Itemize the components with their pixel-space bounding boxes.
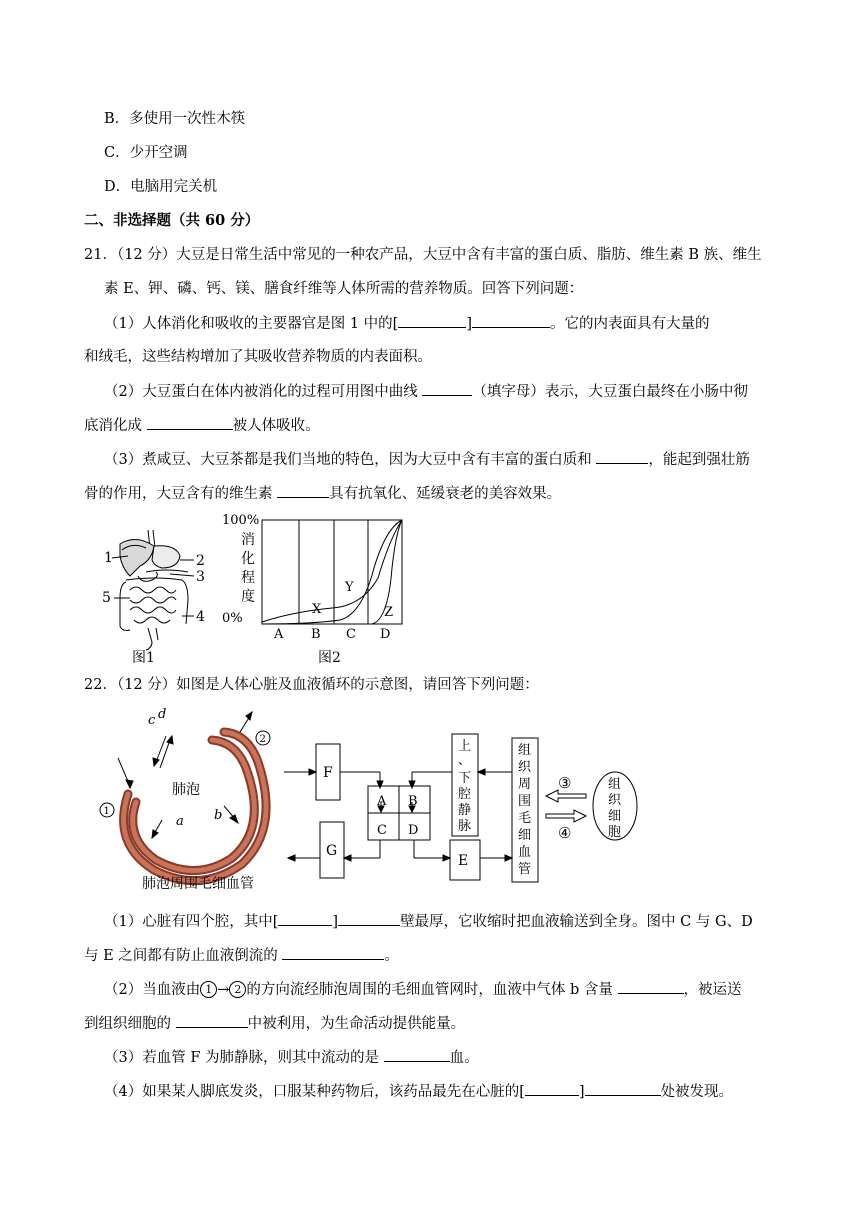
fig2-x-label-d: D [380, 627, 391, 642]
q21-p3-blank-vitamin[interactable] [277, 483, 329, 498]
fig3-caption: 肺泡周围毛细血管 [142, 876, 254, 892]
fig2-x-label-b: B [311, 627, 321, 642]
figure3-circulation-diagram [280, 718, 670, 888]
fig2-curve-x: X [312, 602, 322, 617]
fig2-caption: 图2 [318, 650, 341, 666]
vein-char-6: 脉 [458, 819, 472, 834]
q21-p1-blank-label[interactable] [398, 313, 466, 328]
box-c: C [377, 823, 387, 838]
fig3-alveolus-label: 肺泡 [172, 782, 200, 798]
q22-p2-arrow: → [217, 982, 230, 998]
section-title: 二、非选择题（共 60 分） [84, 212, 260, 229]
q22-p3-text-a: （3）若血管 F 为肺静脉，则其中流动的是 [104, 1050, 380, 1066]
fig3-letter-b: b [214, 808, 223, 823]
q22-part2-line2 [84, 1013, 465, 1034]
fig3-circle-1: 1 [103, 806, 110, 817]
q21-p3-text-d: 具有抗氧化、延缓衰老的美容效果。 [329, 486, 562, 502]
fig1-label-5: 5 [102, 590, 111, 606]
fig1-caption: 图1 [132, 650, 155, 665]
vein-char-3: 下 [458, 771, 472, 786]
vein-char-1: 上 [458, 739, 472, 754]
q21-p3-text-b: ，能起到强壮筋 [648, 452, 750, 468]
q22-part4 [104, 1081, 733, 1102]
q21-stem-line2: 素 E、钾、磷、钙、镁、膳食纤维等人体所需的营养物质。回答下列问题： [104, 281, 584, 297]
q21-p3-text-c: 骨的作用，大豆含有的维生素 [84, 486, 273, 502]
q22-part2-line1 [104, 979, 742, 1000]
q22-p4-text-a: （4）如果某人脚底发炎，口服某种药物后，该药品最先在心脏的[ [104, 1084, 525, 1100]
arrow-4-label: ④ [558, 824, 572, 842]
capillary-char-2: 织 [518, 760, 532, 775]
q22-p2-text-b: 的方向流经肺泡周围的毛细血管网时，血液中气体 b 含量 [246, 982, 613, 998]
capillary-char-3: 周 [518, 777, 532, 792]
capillary-char-6: 细 [518, 828, 532, 843]
fig2-y-title-4: 度 [241, 589, 255, 605]
q22-p2-circle-1: 1 [200, 981, 217, 998]
box-b: B [408, 794, 418, 809]
figure1-digestive-system [96, 520, 216, 665]
cell-char-1: 组 [608, 777, 622, 792]
option-b: B．多使用一次性木筷 [104, 111, 246, 127]
figure2-digestion-curves [222, 508, 412, 666]
q22-p1-blank-chamber[interactable] [338, 911, 400, 926]
cell-char-2: 织 [608, 793, 622, 808]
vein-char-5: 静 [458, 803, 472, 818]
fig2-y-bottom: 0% [222, 611, 243, 626]
fig1-label-3: 3 [196, 569, 205, 585]
fig2-curve-y: Y [345, 580, 354, 595]
q22-p1-text-d: 与 E 之间都有防止血液倒流的 [84, 948, 278, 964]
cell-char-4: 胞 [608, 825, 622, 840]
q22-p2-blank-organelle[interactable] [176, 1013, 248, 1028]
option-d: D．电脑用完关机 [104, 179, 218, 195]
box-a: A [377, 794, 387, 809]
fig2-y-title-1: 消 [241, 532, 255, 548]
q22-p2-text-a: （2）当血液由 [104, 982, 201, 998]
option-c: C．少开空调 [104, 145, 188, 161]
q22-p2-blank-change[interactable] [618, 979, 684, 994]
q21-part3-line1 [104, 449, 750, 470]
q21-p3-blank-nutrient[interactable] [596, 449, 648, 464]
q22-p1-blank-valve[interactable] [282, 945, 384, 960]
q22-p4-text-c: 处被发现。 [660, 1084, 734, 1100]
q22-p4-blank-chamber[interactable] [585, 1081, 661, 1096]
q21-p2-blank-product[interactable] [147, 415, 233, 430]
q22-p1-blank-label[interactable] [278, 911, 332, 926]
q21-p2-text-a: （2）大豆蛋白在体内被消化的过程可用图中曲线 [104, 384, 418, 400]
capillary-char-7: 血 [518, 845, 532, 860]
vein-char-4: 腔 [458, 787, 472, 802]
q21-part2-line1 [104, 381, 748, 402]
q21-part2-line2 [84, 415, 320, 436]
q22-stem: 22．（12 分）如图是人体心脏及血液循环的示意图，请回答下列问题： [84, 677, 539, 693]
cell-char-3: 细 [608, 809, 622, 824]
q22-p2-text-d: 到组织细胞的 [84, 1016, 171, 1032]
fig2-y-top: 100% [222, 513, 260, 528]
q21-p1-text-b: ] [466, 316, 472, 332]
q21-p1-text-c: 。它的内表面具有大量的 [550, 316, 710, 332]
fig2-curve-z: Z [384, 605, 394, 620]
q21-stem-line1: 21．（12 分）大豆是日常生活中常见的一种农产品，大豆中含有丰富的蛋白质、脂肪、维生素 B 族、维生 [84, 247, 762, 263]
box-f: F [323, 765, 333, 781]
fig2-x-label-c: C [346, 627, 356, 642]
q22-p2-text-c: ，被运送 [683, 982, 742, 998]
box-d: D [408, 823, 419, 838]
q22-part1-line2 [84, 945, 399, 966]
capillary-char-4: 围 [518, 794, 532, 809]
fig2-y-title-2: 化 [241, 551, 255, 567]
capillary-char-1: 组 [518, 743, 532, 758]
q21-p1-blank-organ[interactable] [472, 313, 550, 328]
q22-p3-text-b: 血。 [449, 1050, 479, 1066]
fig3-letter-c: c [148, 713, 156, 728]
q22-p4-text-b: ] [578, 1084, 585, 1100]
q22-p2-circle-2: 2 [229, 981, 246, 998]
q21-p1-text-d: 和绒毛，这些结构增加了其吸收营养物质的内表面积。 [84, 349, 432, 365]
q22-p3-blank-blood[interactable] [384, 1047, 450, 1062]
box-g: G [326, 843, 338, 859]
arrow-3-label: ③ [558, 774, 572, 792]
fig1-label-1: 1 [104, 550, 113, 566]
box-e: E [458, 853, 469, 869]
q22-p1-text-a: （1）心脏有四个腔，其中[ [104, 914, 279, 930]
fig2-y-title-3: 程 [241, 570, 255, 586]
q22-p1-text-e: 。 [384, 948, 399, 964]
capillary-char-5: 毛 [518, 811, 532, 826]
fig3-letter-d: d [158, 707, 167, 722]
fig1-label-4: 4 [196, 609, 205, 625]
q21-part1-line1 [104, 313, 710, 334]
q21-part3-line2 [84, 483, 561, 504]
q21-p2-blank-curve[interactable] [422, 381, 472, 396]
fig2-x-label-a: A [274, 627, 284, 642]
q22-part3 [104, 1047, 479, 1068]
capillary-char-8: 管 [518, 862, 532, 877]
vein-char-2: 、 [458, 753, 472, 768]
q22-p1-text-b: ] [332, 914, 339, 930]
fig3-letter-a: a [176, 814, 184, 829]
q21-p2-text-d: 被人体吸收。 [232, 418, 320, 434]
q21-p1-text-a: （1）人体消化和吸收的主要器官是图 1 中的[ [104, 316, 399, 332]
figure3-alveolus [96, 698, 286, 898]
q22-p4-blank-label[interactable] [525, 1081, 579, 1096]
q21-p3-text-a: （3）煮咸豆、大豆茶都是我们当地的特色，因为大豆中含有丰富的蛋白质和 [104, 452, 592, 468]
q22-p1-text-c: 壁最厚，它收缩时把血液输送到全身。图中 C 与 G、D [400, 914, 753, 930]
q22-p2-text-e: 中被利用，为生命活动提供能量。 [247, 1016, 466, 1032]
fig1-label-2: 2 [196, 553, 205, 569]
q21-p2-text-b: （填字母）表示，大豆蛋白最终在小肠中彻 [472, 384, 748, 400]
fig3-circle-2: 2 [259, 734, 266, 745]
q21-p2-text-c: 底消化成 [84, 418, 142, 434]
q22-part1-line1 [104, 911, 753, 932]
